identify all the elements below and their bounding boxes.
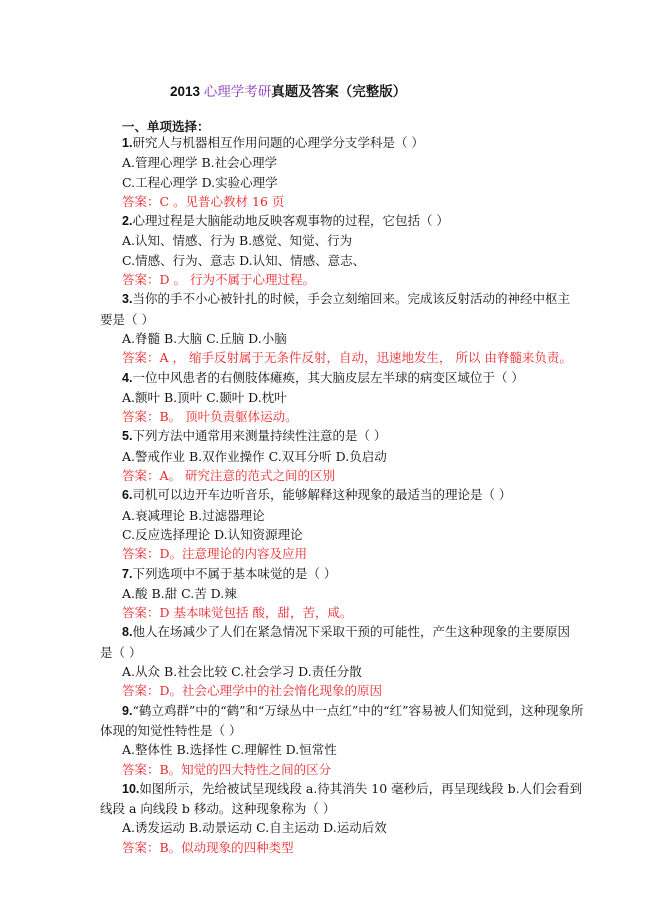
question-text: 如图所示，先给被试呈现线段 a.待其消失 10 毫秒后，再呈现线段 b.人们会看到 (139, 780, 583, 796)
question-number: 5. (122, 429, 133, 444)
question-text: 他人在场减少了人们在紧急情况下采取干预的可能性，产生这种现象的主要原因 (132, 624, 570, 640)
answer-line: 答案：B。 顶叶负责躯体运动。 (122, 409, 298, 425)
question-text: 心理过程是大脑能动地反映客观事物的过程，它包括（ ） (132, 213, 449, 229)
option-line: A.认知、情感、行为 B.感觉、知觉、行为 (122, 233, 353, 249)
question-3 (100, 289, 570, 309)
answer-line: 答案：C 。见普心教材 16 页 (122, 193, 285, 209)
question-text: 下列方法中通常用来测量持续性注意的是（ ） (132, 428, 387, 444)
question-number: 10. (122, 781, 140, 796)
question-10 (100, 779, 583, 799)
question-number: 6. (122, 488, 133, 503)
question-number: 1. (122, 136, 133, 150)
question-text: “鹤立鸡群”中的“鹤”和“万绿丛中一点红”中的“红”容易被人们知觉到，这种现象所 (132, 702, 584, 718)
option-line: A.管理心理学 B.社会心理学 (122, 155, 278, 171)
question-text: 司机可以边开车边听音乐，能够解释这种现象的最适当的理论是（ ） (132, 487, 512, 503)
page-title (170, 80, 406, 100)
question-number: 8. (122, 625, 133, 640)
question-7 (100, 564, 570, 584)
question-text: 研究人与机器相互作用问题的心理学分支学科是（ ） (132, 135, 424, 150)
option-line: A.整体性 B.选择性 C.理解性 D.恒常性 (122, 742, 337, 758)
question-number: 4. (122, 370, 133, 385)
answer-line: 答案：D 。 行为不属于心理过程。 (122, 272, 315, 288)
question-2 (100, 211, 570, 231)
question-5 (100, 426, 570, 446)
option-line: A.额叶 B.顶叶 C.颞叶 D.枕叶 (122, 389, 287, 405)
question-text: 下列选项中不属于基本味觉的是（ ） (132, 565, 337, 581)
answer-line: 答案：B。知觉的四大特性之间的区分 (122, 761, 332, 777)
question-4 (100, 368, 570, 388)
option-line: C.反应选择理论 D.认知资源理论 (122, 526, 303, 542)
answer-line: 答案：D 基本味觉包括 酸，甜，苦，咸。 (122, 605, 353, 621)
question-text-continued: 体现的知觉性特性是（ ） (100, 722, 242, 738)
title-rest: 真题及答案（完整版） (271, 84, 407, 100)
section-heading: 一、单项选择： (122, 119, 210, 134)
question-text-continued: 线段 a 向线段 b 移动。这种现象称为（ ） (100, 801, 336, 817)
question-6 (100, 485, 570, 505)
question-8 (100, 622, 570, 642)
question-list (100, 133, 584, 857)
question-text: 当你的手不小心被针扎的时候，手会立刻缩回来。完成该反射活动的神经中枢主 (132, 291, 570, 307)
question-number: 2. (122, 214, 133, 229)
option-line: C.工程心理学 D.实验心理学 (122, 174, 278, 190)
title-link[interactable]: 心理学考研 (203, 84, 272, 100)
question-number: 3. (122, 292, 133, 307)
question-text-continued: 要是（ ） (100, 311, 154, 327)
option-line: C.情感、行为、意志 D.认知、情感、意志、 (122, 252, 366, 268)
question-number: 9. (122, 703, 133, 718)
answer-line: 答案：A ， 缩手反射属于无条件反射，自动，迅速地发生， 所以 由脊髓来负责。 (122, 350, 572, 366)
option-line: A.衰减理论 B.过滤器理论 (122, 507, 265, 523)
option-line: A.从众 B.社会比较 C.社会学习 D.责任分散 (122, 664, 362, 680)
question-1 (100, 133, 570, 153)
option-line: A.诱发运动 B.动景运动 C.自主运动 D.运动后效 (122, 820, 387, 836)
answer-line: 答案：D。社会心理学中的社会惰化现象的原因 (122, 683, 383, 699)
question-text-continued: 是（ ） (100, 644, 142, 660)
title-year: 2013 (170, 84, 204, 99)
question-number: 7. (122, 566, 133, 581)
answer-line: 答案：B。似动现象的四种类型 (122, 839, 294, 855)
option-line: A.酸 B.甜 C.苦 D.辣 (122, 585, 237, 601)
answer-line: 答案：D。注意理论的内容及应用 (122, 546, 308, 562)
question-text: 一位中风患者的右侧肢体瘫痪，其大脑皮层左半球的病变区域位于（ ） (132, 369, 524, 385)
option-line: A.脊髓 B.大脑 C.丘脑 D.小脑 (122, 330, 287, 346)
option-line: A.警戒作业 B.双作业操作 C.双耳分听 D.负启动 (122, 448, 387, 464)
answer-line: 答案：A。 研究注意的范式之间的区别 (122, 468, 336, 484)
question-9 (100, 701, 584, 721)
